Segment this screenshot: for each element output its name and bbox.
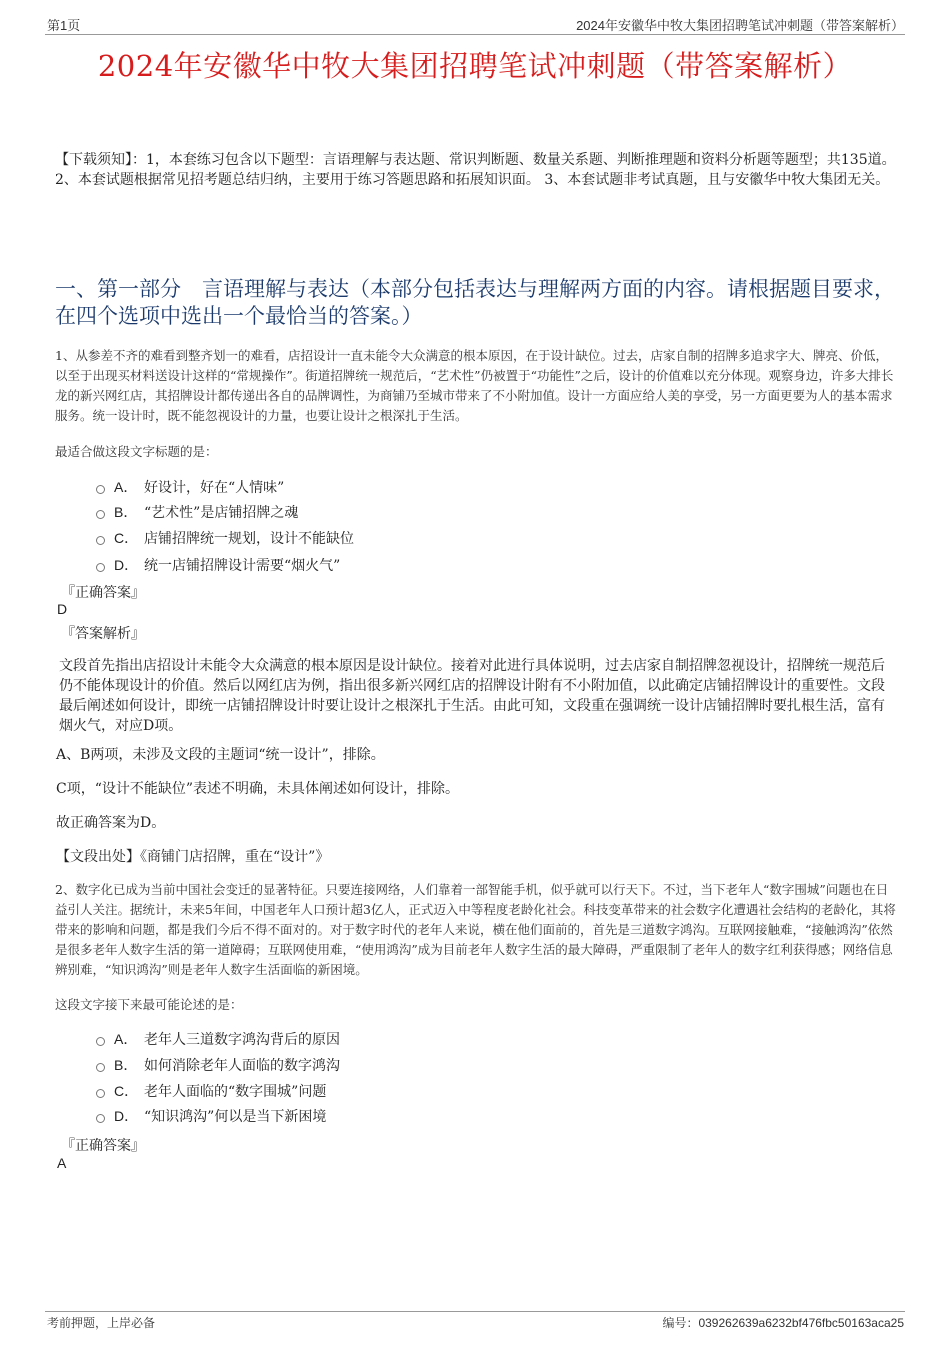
question-2-answer: A	[57, 1155, 67, 1171]
page-title: 2024年安徽华中牧大集团招聘笔试冲刺题（带答案解析）	[97, 49, 853, 83]
question-1-source: 【文段出处】《商铺门店招牌，重在“设计”》	[56, 849, 330, 865]
question-2-option-d[interactable]	[96, 1106, 326, 1126]
radio-icon[interactable]	[96, 563, 105, 572]
question-1-analysis-label: 『答案解析』	[61, 626, 145, 642]
question-1-option-a[interactable]	[96, 477, 284, 497]
header-doc-title: 2024年安徽华中牧大集团招聘笔试冲刺题（带答案解析）	[576, 18, 904, 33]
option-text: 好设计，好在“人情味”	[144, 480, 285, 496]
radio-icon[interactable]	[96, 1063, 105, 1072]
question-1-analysis-conclusion: 故正确答案为D。	[56, 815, 166, 831]
option-text: 店铺招牌统一规划，设计不能缺位	[144, 531, 354, 547]
question-2-prompt: 这段文字接下来最可能论述的是：	[55, 997, 243, 1012]
radio-icon[interactable]	[96, 1114, 105, 1123]
option-letter: D．	[114, 1108, 139, 1124]
option-letter: B．	[114, 504, 138, 520]
question-1-text: 1、从参差不齐的难看到整齐划一的难看，店招设计一直未能令大众满意的根本原因，在于设计缺位。过去，店家自制的招牌多追求字大、牌亮、价低，以至于出现买材料送设计这样的“常规操作”。街道招牌统一规范后，“艺术性”仍被置于“功能性”之后，设计的价值难以充分体现。观察身边，许多大排长龙的新兴网红店，其招牌设计都传递出各自的品牌调性，为商铺乃至城市带来了不小附加值。设计一方面应给人美的享受，另一方面更要为人的基本需求服务。统一设计时，既不能忽视设计的力量，也要让设计之根深扎于生活。	[55, 348, 894, 423]
footer-divider	[45, 1311, 905, 1312]
option-text: 老年人三道数字鸿沟背后的原因	[144, 1032, 340, 1048]
question-1-answer-label: 『正确答案』	[61, 585, 145, 601]
question-1-analysis-c: C项，“设计不能缺位”表述不明确，未具体阐述如何设计，排除。	[56, 781, 460, 797]
question-2-text: 2、数字化已成为当前中国社会变迁的显著特征。只要连接网络，人们靠着一部智能手机，似乎就可以行天下。不过，当下老年人“数字围城”问题也在日益引人关注。据统计，未来5年间，中国老年人口预计超3亿人，正式迈入中等程度老龄化社会。科技变革带来的社会数字化遭遇社会结构的老龄化，其将带来的影响和问题，都是我们今后不得不面对的。对于数字时代的老年人来说，横在他们面前的，首先是三道数字鸿沟。互联网接触难，“接触鸿沟”依然是很多老年人数字生活的第一道障碍；互联网使用难，“使用鸿沟”成为目前老年人数字生活的最大障碍，严重限制了老年人的数字红利获得感；网络信息辨别难，“知识鸿沟”则是老年人数字生活面临的新困境。	[55, 882, 896, 977]
section-heading: 一、第一部分 言语理解与表达（本部分包括表达与理解两方面的内容。请根据题目要求，在四个选项中选出一个最恰当的答案。）	[55, 277, 895, 328]
question-2-option-c[interactable]	[96, 1081, 326, 1101]
option-text: 统一店铺招牌设计需要“烟火气”	[144, 558, 341, 574]
option-letter: B．	[114, 1057, 138, 1073]
question-1-option-c[interactable]	[96, 528, 354, 548]
question-1-option-d[interactable]	[96, 555, 340, 575]
radio-icon[interactable]	[96, 485, 105, 494]
footer-serial: 编号：039262639a6232bf476fbc50163aca25	[662, 1316, 904, 1330]
option-letter: A．	[114, 1031, 138, 1047]
header-page-number: 第1页	[47, 18, 81, 33]
question-2-answer-label: 『正确答案』	[61, 1138, 145, 1154]
question-2-option-b[interactable]	[96, 1055, 340, 1075]
question-1-analysis-main: 文段首先指出店招设计未能令大众满意的根本原因是设计缺位。接着对此进行具体说明，过去店家自制招牌忽视设计，招牌统一规范后仍不能体现设计的价值。然后以网红店为例，指出很多新兴网红店的招牌设计附有不小附加值，以此确定店铺招牌设计的重要性。文段最后阐述如何设计，即统一店铺招牌设计时要让设计之根深扎于生活。由此可知，文段重在强调统一设计店铺招牌时要扎根生活，富有烟火气，对应D项。	[59, 658, 885, 734]
option-letter: D．	[114, 557, 139, 573]
question-1-answer: D	[57, 601, 68, 617]
radio-icon[interactable]	[96, 1037, 105, 1046]
radio-icon[interactable]	[96, 1089, 105, 1098]
footer-slogan: 考前押题，上岸必备	[47, 1316, 156, 1330]
option-text: 老年人面临的“数字围城”问题	[144, 1084, 327, 1100]
option-letter: A．	[114, 479, 138, 495]
option-letter: C．	[114, 530, 139, 546]
option-text: “艺术性”是店铺招牌之魂	[144, 505, 299, 521]
option-letter: C．	[114, 1083, 139, 1099]
radio-icon[interactable]	[96, 536, 105, 545]
question-2-option-a[interactable]	[96, 1029, 340, 1049]
download-notice: 【下载须知】：1，本套练习包含以下题型：言语理解与表达题、常识判断题、数量关系题、判断推理题和资料分析题等题型；共135道。 2、本套试题根据常见招考题总结归纳，主要用于练习答题思路和拓展知识面。 3、本套试题非考试真题，且与安徽华中牧大集团无关。	[55, 152, 896, 188]
question-1-option-b[interactable]	[96, 502, 298, 522]
radio-icon[interactable]	[96, 510, 105, 519]
option-text: “知识鸿沟”何以是当下新困境	[144, 1109, 327, 1125]
header-divider	[45, 34, 905, 35]
question-1-analysis-ab: A、B两项，未涉及文段的主题词“统一设计”，排除。	[56, 747, 385, 763]
option-text: 如何消除老年人面临的数字鸿沟	[144, 1058, 340, 1074]
question-1-prompt: 最适合做这段文字标题的是：	[55, 444, 218, 459]
